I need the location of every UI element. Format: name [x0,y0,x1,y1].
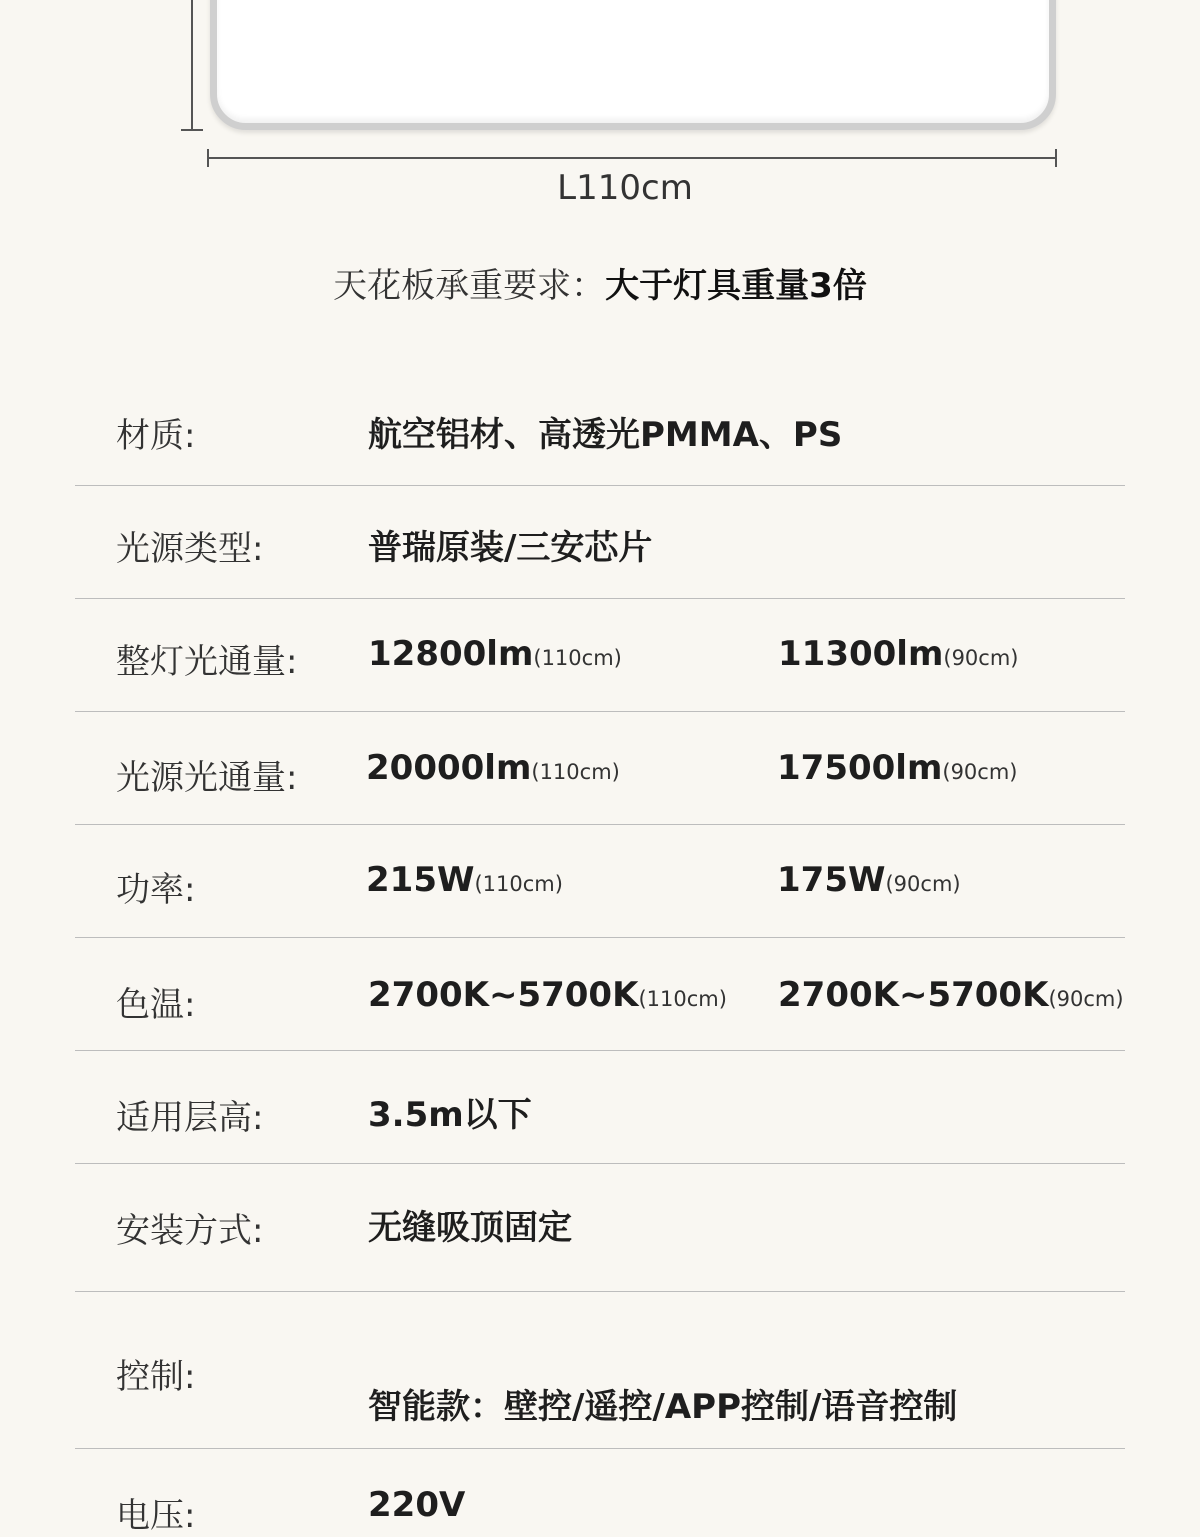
material-value: 航空铝材、高透光PMMA、PS [368,415,843,455]
size-note-90: (90cm) [885,872,961,896]
color-temp-90-number: 2700K~5700K [778,975,1049,1015]
control-label: 控制: [116,1357,196,1397]
lamp-outline-illustration [210,0,1056,130]
size-note-90: (90cm) [942,760,1018,784]
size-note-90: (90cm) [1048,987,1124,1011]
size-note-110: (110cm) [638,987,727,1011]
size-note-90: (90cm) [943,646,1019,670]
row-divider [75,1163,1125,1164]
row-divider [75,937,1125,938]
ceiling-load-requirement [0,258,1200,307]
row-divider [75,824,1125,825]
size-note-110: (110cm) [533,646,622,670]
lamp-flux-label: 整灯光通量: [116,642,298,682]
row-divider [75,485,1125,486]
length-dimension-tick-left [207,149,209,167]
height-dimension-tick [181,129,203,131]
row-divider [75,711,1125,712]
light-source-type-label: 光源类型: [116,529,264,569]
ceiling-height-label: 适用层高: [116,1098,264,1138]
lamp-flux-110-number: 12800lm [368,634,534,674]
lamp-flux-value-90 [778,634,1019,674]
requirement-label: 天花板承重要求： [333,266,606,306]
color-temp-value-90 [778,975,1124,1015]
lamp-flux-90-number: 11300lm [778,634,944,674]
power-label: 功率: [116,870,196,910]
light-source-type-value: 普瑞原装/三安芯片 [368,528,653,568]
source-flux-110-number: 20000lm [366,748,532,788]
power-110-number: 215W [366,860,475,900]
source-flux-value-110 [366,748,620,788]
color-temp-label: 色温: [116,985,196,1025]
control-value: 智能款：壁控/遥控/APP控制/语音控制 [368,1387,958,1427]
row-divider [75,1448,1125,1449]
voltage-value: 220V [368,1485,466,1525]
color-temp-110-number: 2700K~5700K [368,975,639,1015]
length-label: L110cm [557,168,693,208]
voltage-label: 电压: [116,1496,196,1536]
length-dimension-line [208,157,1056,159]
length-dimension-tick-right [1055,149,1057,167]
source-flux-90-number: 17500lm [777,748,943,788]
lamp-flux-value-110 [368,634,622,674]
power-value-110 [366,860,563,900]
source-flux-label: 光源光通量: [116,758,298,798]
size-note-110: (110cm) [531,760,620,784]
ceiling-height-value: 3.5m以下 [368,1095,532,1135]
row-divider [75,1291,1125,1292]
material-label: 材质: [116,416,196,456]
size-note-110: (110cm) [474,872,563,896]
color-temp-value-110 [368,975,727,1015]
install-value: 无缝吸顶固定 [368,1208,572,1248]
row-divider [75,1050,1125,1051]
row-divider [75,598,1125,599]
source-flux-value-90 [777,748,1018,788]
requirement-value: 大于灯具重量3倍 [605,266,867,306]
install-label: 安装方式: [116,1211,264,1251]
power-90-number: 175W [777,860,886,900]
power-value-90 [777,860,961,900]
height-dimension-line [191,0,193,130]
